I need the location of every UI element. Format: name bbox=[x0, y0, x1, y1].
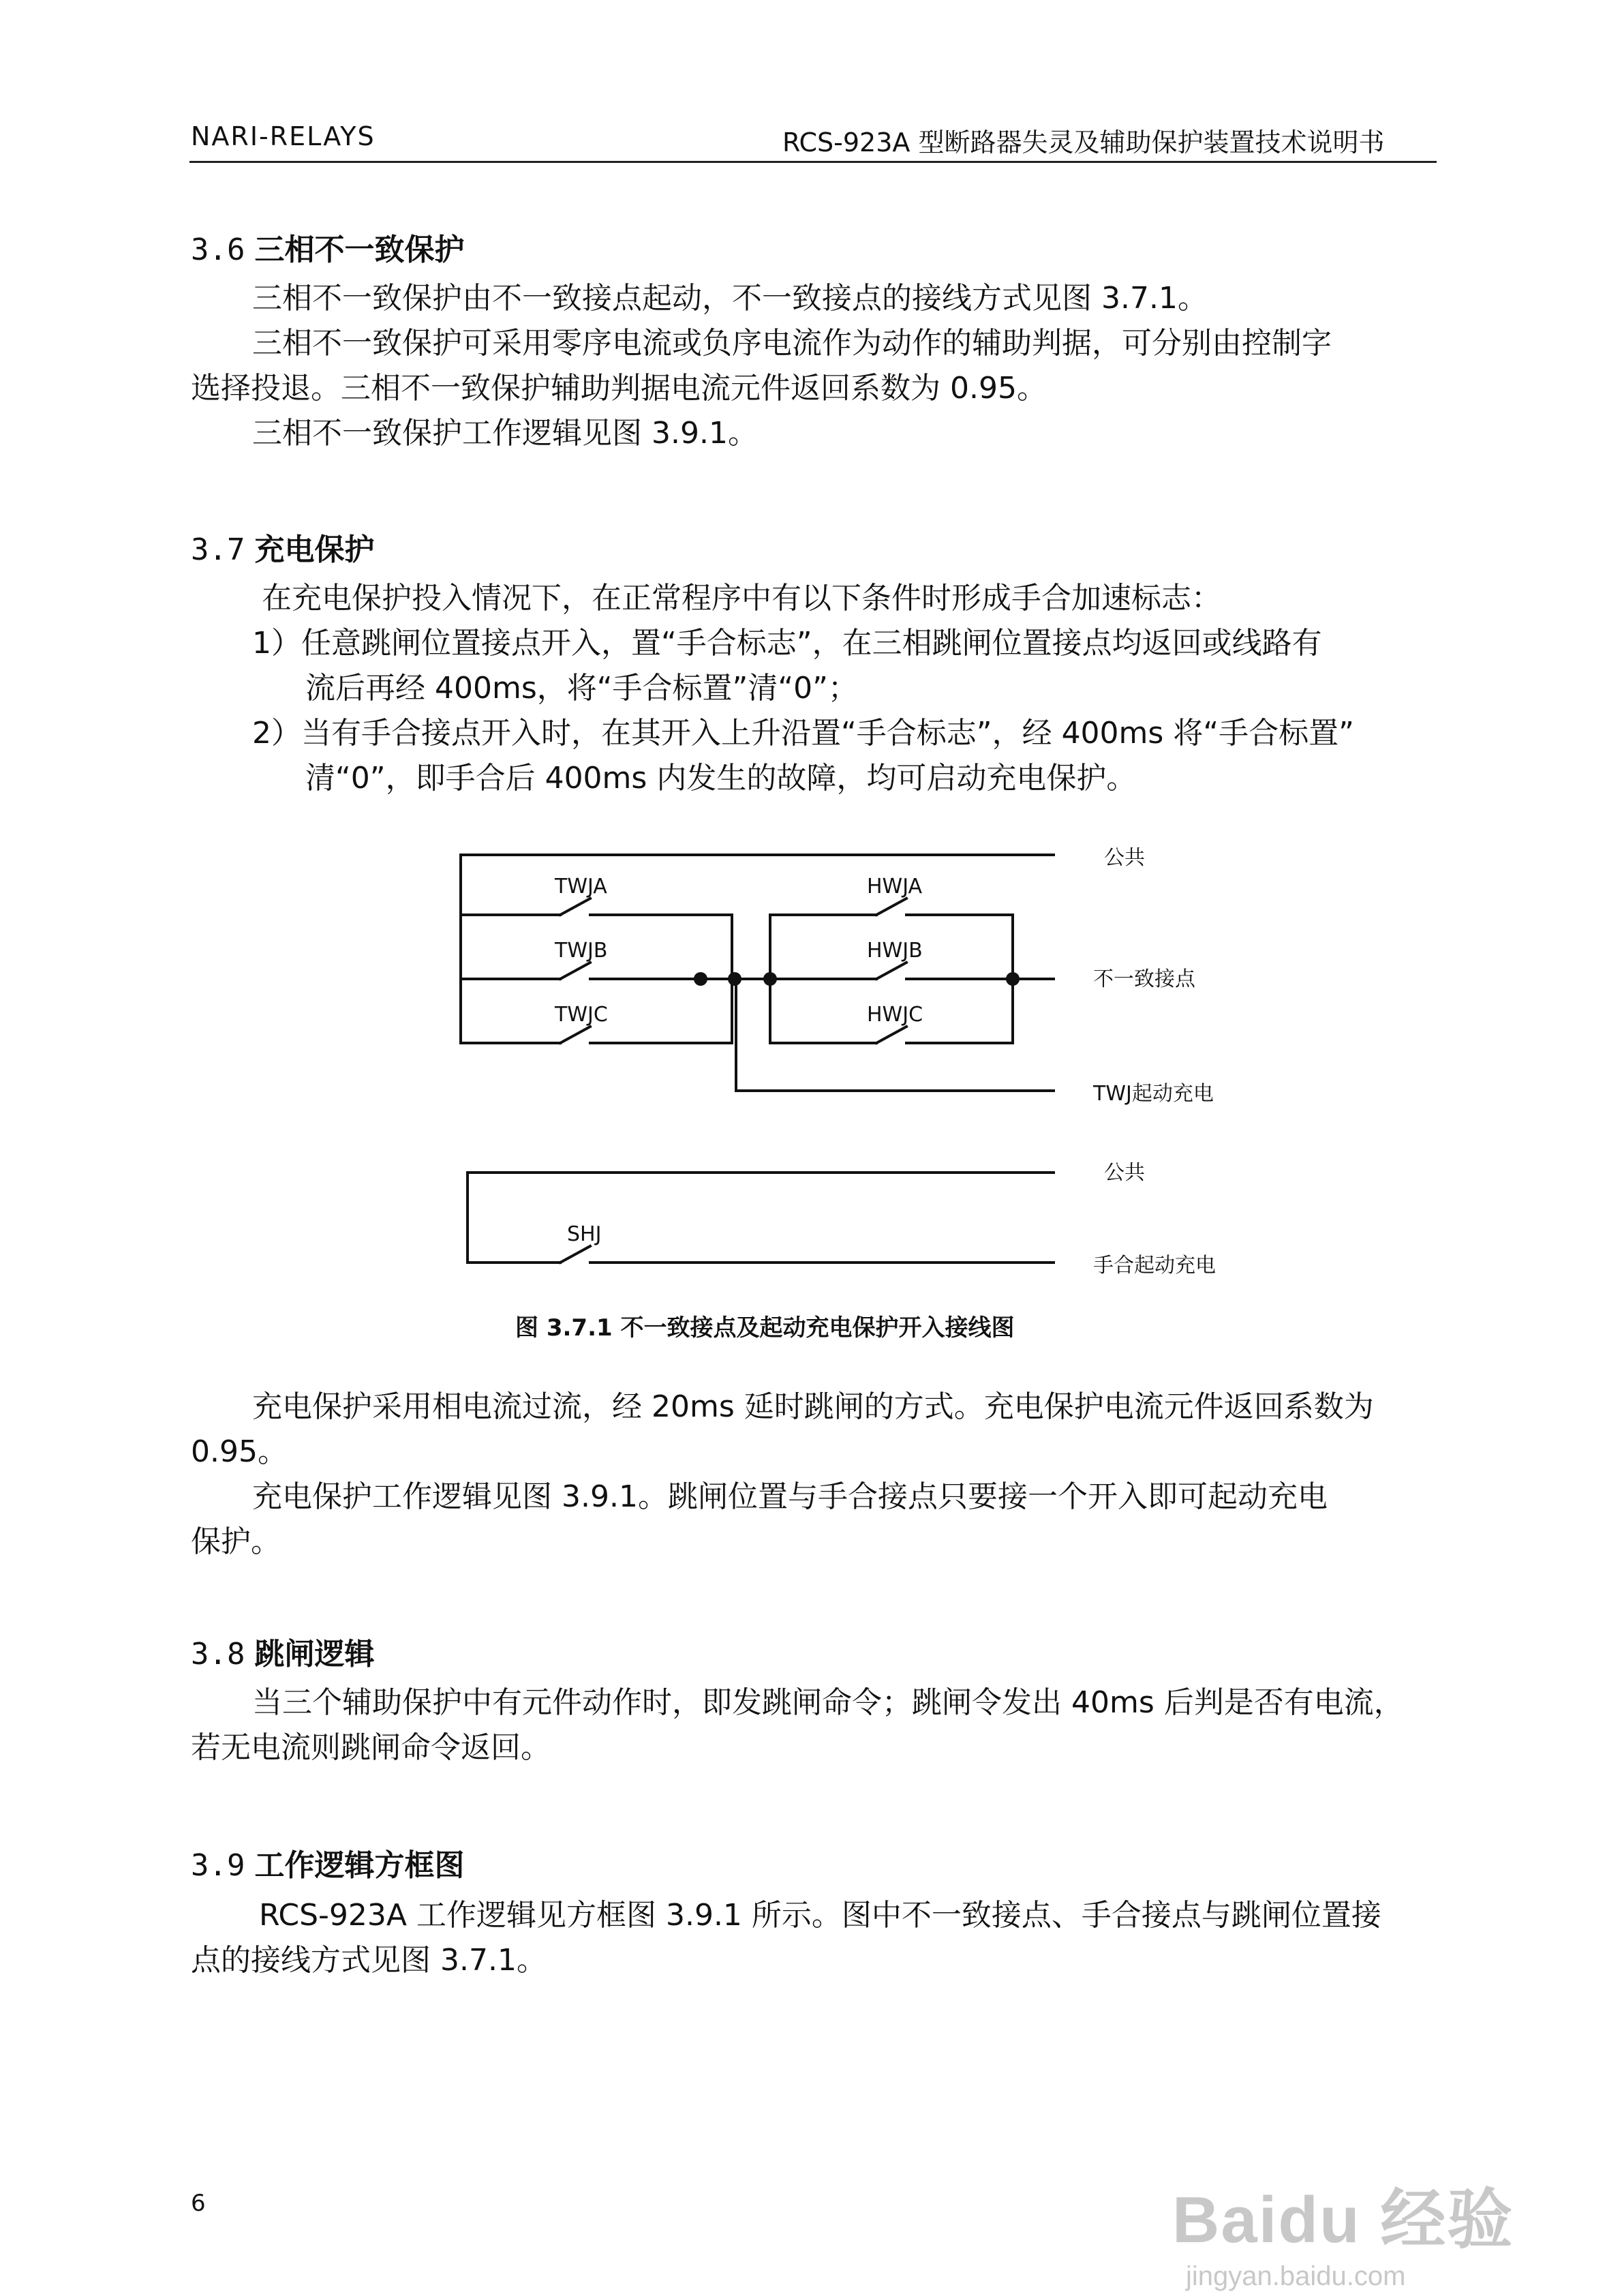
paragraph: 保护。 bbox=[191, 1524, 281, 1559]
label-twj-charge: TWJ起动充电 bbox=[1093, 1082, 1214, 1106]
contact-label-hwja: HWJA bbox=[867, 875, 923, 898]
figure-caption: 图 3.7.1 不一致接点及起动充电保护开入接线图 bbox=[515, 1314, 1015, 1342]
paragraph: 三相不一致保护由不一致接点起动，不一致接点的接线方式见图 3.7.1。 bbox=[252, 281, 1208, 316]
list-item: 1）任意跳闸位置接点开入，置“手合标志”，在三相跳闸位置接点均返回或线路有 bbox=[252, 626, 1322, 661]
contact-label-twjc: TWJC bbox=[555, 1003, 608, 1027]
section-number: 3.9 bbox=[191, 1848, 245, 1883]
watermark-url: jingyan.baidu.com bbox=[1186, 2261, 1406, 2291]
paragraph: 充电保护采用相电流过流，经 20ms 延时跳闸的方式。充电保护电流元件返回系数为 bbox=[252, 1389, 1374, 1424]
list-item-cont: 流后再经 400ms，将“手合标置”清“0”； bbox=[305, 671, 858, 706]
paragraph: 充电保护工作逻辑见图 3.9.1。跳闸位置与手合接点只要接一个开入即可起动充电 bbox=[252, 1479, 1328, 1514]
paragraph: 0.95。 bbox=[191, 1434, 288, 1469]
section-title: 工作逻辑方框图 bbox=[254, 1848, 465, 1883]
contact-label-twja: TWJA bbox=[555, 875, 607, 898]
junction-dot bbox=[694, 972, 707, 986]
header-right: RCS-923A 型断路器失灵及辅助保护装置技术说明书 bbox=[782, 127, 1385, 157]
label-common-2: 公共 bbox=[1104, 1161, 1145, 1185]
contact-label-hwjb: HWJB bbox=[867, 939, 923, 963]
paragraph: 当三个辅助保护中有元件动作时，即发跳闸命令；跳闸令发出 40ms 后判是否有电流， bbox=[252, 1685, 1404, 1720]
contact-label-twjb: TWJB bbox=[555, 939, 608, 963]
section-number: 3.8 bbox=[191, 1637, 245, 1672]
paragraph: 三相不一致保护可采用零序电流或负序电流作为动作的辅助判据，可分别由控制字 bbox=[252, 326, 1332, 361]
list-item-cont: 清“0”，即手合后 400ms 内发生的故障，均可启动充电保护。 bbox=[305, 761, 1137, 796]
label-common-1: 公共 bbox=[1104, 846, 1145, 870]
label-mismatch: 不一致接点 bbox=[1093, 967, 1195, 991]
paragraph: 三相不一致保护工作逻辑见图 3.9.1。 bbox=[252, 416, 758, 451]
header-left: NARI-RELAYS bbox=[191, 121, 376, 151]
section-number: 3.7 bbox=[191, 532, 245, 567]
section-title: 三相不一致保护 bbox=[254, 232, 465, 267]
junction-dot bbox=[763, 972, 777, 986]
contact-label-hwjc: HWJC bbox=[867, 1003, 923, 1027]
contact-label-shj: SHJ bbox=[567, 1222, 602, 1246]
junction-dot bbox=[1006, 972, 1020, 986]
section-title: 充电保护 bbox=[254, 532, 375, 567]
paragraph: 若无电流则跳闸命令返回。 bbox=[191, 1730, 551, 1765]
section-title: 跳闸逻辑 bbox=[254, 1637, 375, 1672]
section-3-9-heading bbox=[191, 1841, 464, 1884]
section-number: 3.6 bbox=[191, 232, 245, 267]
section-3-8-heading bbox=[191, 1629, 374, 1673]
junction-dot bbox=[728, 972, 741, 986]
paragraph: 在充电保护投入情况下，在正常程序中有以下条件时形成手合加速标志： bbox=[262, 581, 1221, 616]
page-number: 6 bbox=[191, 2190, 206, 2217]
watermark-brand: Baidu 经验 bbox=[1172, 2184, 1514, 2256]
paragraph: RCS-923A 工作逻辑见方框图 3.9.1 所示。图中不一致接点、手合接点与跳闸位置接 bbox=[259, 1898, 1381, 1933]
paragraph: 选择投退。三相不一致保护辅助判据电流元件返回系数为 0.95。 bbox=[191, 371, 1047, 406]
paragraph: 点的接线方式见图 3.7.1。 bbox=[191, 1943, 547, 1978]
list-item: 2）当有手合接点开入时，在其开入上升沿置“手合标志”，经 400ms 将“手合标置” bbox=[252, 716, 1354, 751]
watermark-logo bbox=[1172, 2168, 1540, 2291]
label-manual-charge: 手合起动充电 bbox=[1093, 1254, 1216, 1278]
